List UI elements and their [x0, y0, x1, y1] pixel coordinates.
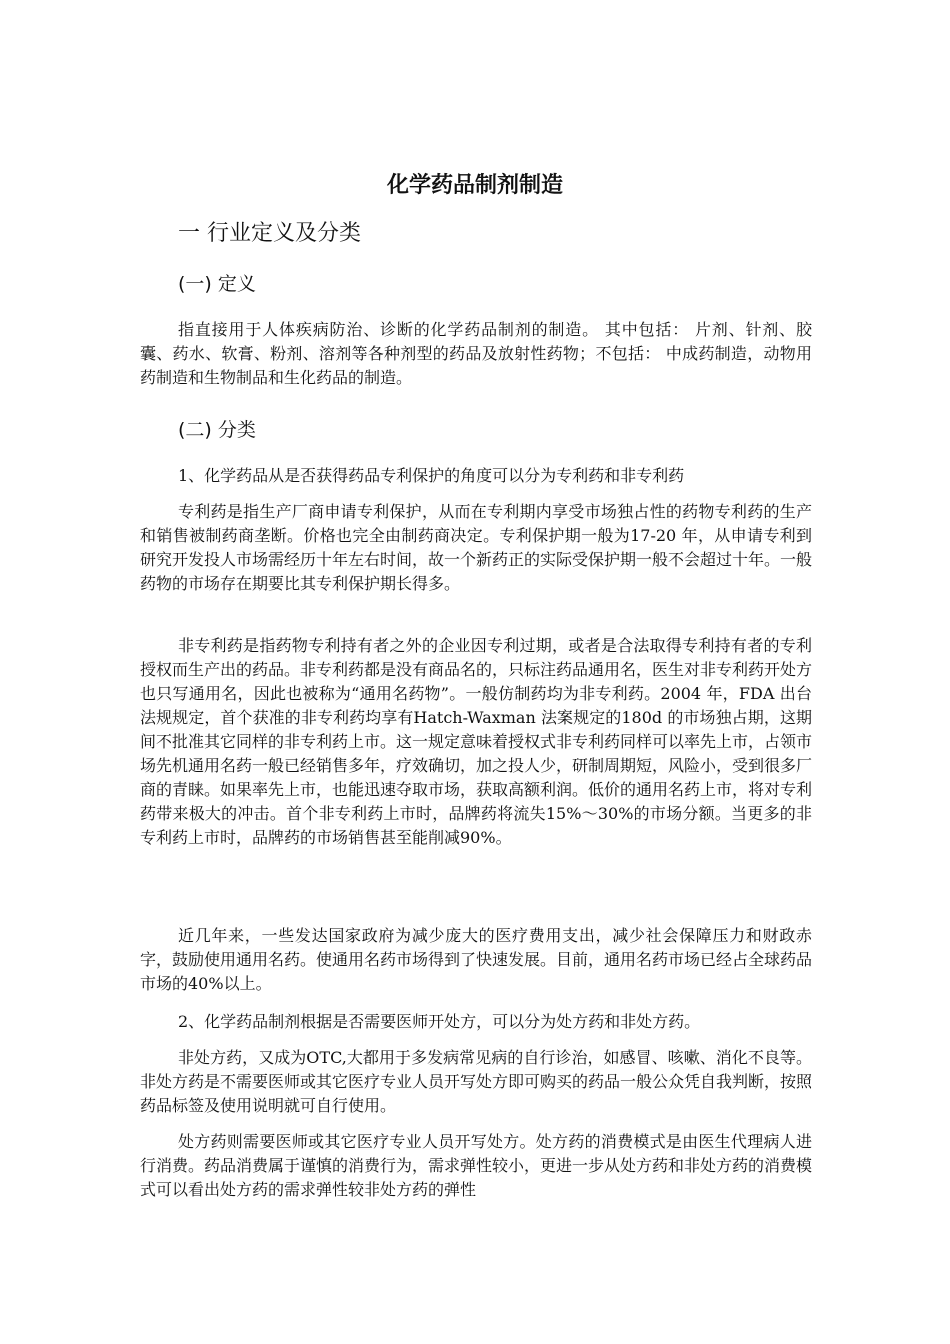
classification-item-1: 1、化学药品从是否获得药品专利保护的角度可以分为专利药和非专利药 [178, 466, 685, 485]
classification-item-2: 2、化学药品制剂根据是否需要医师开处方，可以分为处方药和非处方药。 [178, 1012, 701, 1031]
document-title: 化学药品制剂制造 [386, 173, 563, 198]
generic-drug-paragraph: 非专利药是指药物专利持有者之外的企业因专利过期，或者是合法取得专利持有者的专利授权而生产出的药品。非专利药都是没有商品名的，只标注药品通用名，医生对非专利药开处方也只写通用名，因此也被称为“通用名药物”。一般仿制药均为非专利药。2004 年，FDA 出台法规规定，首个获准的非专利药均享有Hatch-Waxman 法案规定的180d 的市场独占期，这期间不批准其它同样的非专利药上市。这一规定意味着授权式非专利药同样可以率先上市，占领市场先机通用名药一般已经销售多年，疗效确切，加之投人少，研制周期短，风险小，受到很多厂商的青睐。如果率先上市，也能迅速夺取市场，获取高额利润。低价的通用名药上市，将对专利药带来极大的冲击。首个非专利药上市时，品牌药将流失15%～30%的市场分额。当更多的非专利药上市时，品牌药的市场销售甚至能削减90%。 [140, 636, 813, 847]
section-heading-industry-definition: 一 行业定义及分类 [178, 221, 361, 246]
definition-paragraph: 指直接用于人体疾病防治、诊断的化学药品制剂的制造。 其中包括： 片剂、针剂、胶囊、药水、软膏、粉剂、溶剂等各种剂型的药品及放射性药物；不包括： 中成药制造，动物用药制造和生物制品和生化药品的制造。 [140, 320, 812, 387]
subsection-heading-classification: (二) 分类 [178, 419, 256, 441]
otc-paragraph: 非处方药，又成为OTC,大都用于多发病常见病的自行诊治，如感冒、咳嗽、消化不良等。非处方药是不需要医师或其它医疗专业人员开写处方即可购买的药品一般公众凭自我判断，按照药品标签及使用说明就可自行使用。 [140, 1048, 813, 1115]
patent-drug-paragraph: 专利药是指生产厂商申请专利保护，从而在专利期内享受市场独占性的药物专利药的生产和销售被制药商垄断。价格也完全由制药商决定。专利保护期一般为17-20 年，从申请专利到研究开发投人市场需经历十年左右时间，故一个新药正的实际受保护期一般不会超过十年。一般药物的市场存在期要比其专利保护期长得多。 [140, 502, 813, 593]
recent-years-paragraph: 近几年来，一些发达国家政府为减少庞大的医疗费用支出，减少社会保障压力和财政赤字，鼓励使用通用名药。使通用名药市场得到了快速发展。目前，通用名药市场已经占全球药品市场的40%以上。 [140, 926, 813, 993]
prescription-drug-paragraph: 处方药则需要医师或其它医疗专业人员开写处方。处方药的消费模式是由医生代理病人进行消费。药品消费属于谨慎的消费行为，需求弹性较小，更进一步从处方药和非处方药的消费模式可以看出处方药的需求弹性较非处方药的弹性 [140, 1132, 813, 1199]
subsection-heading-definition: (一) 定义 [178, 273, 256, 295]
